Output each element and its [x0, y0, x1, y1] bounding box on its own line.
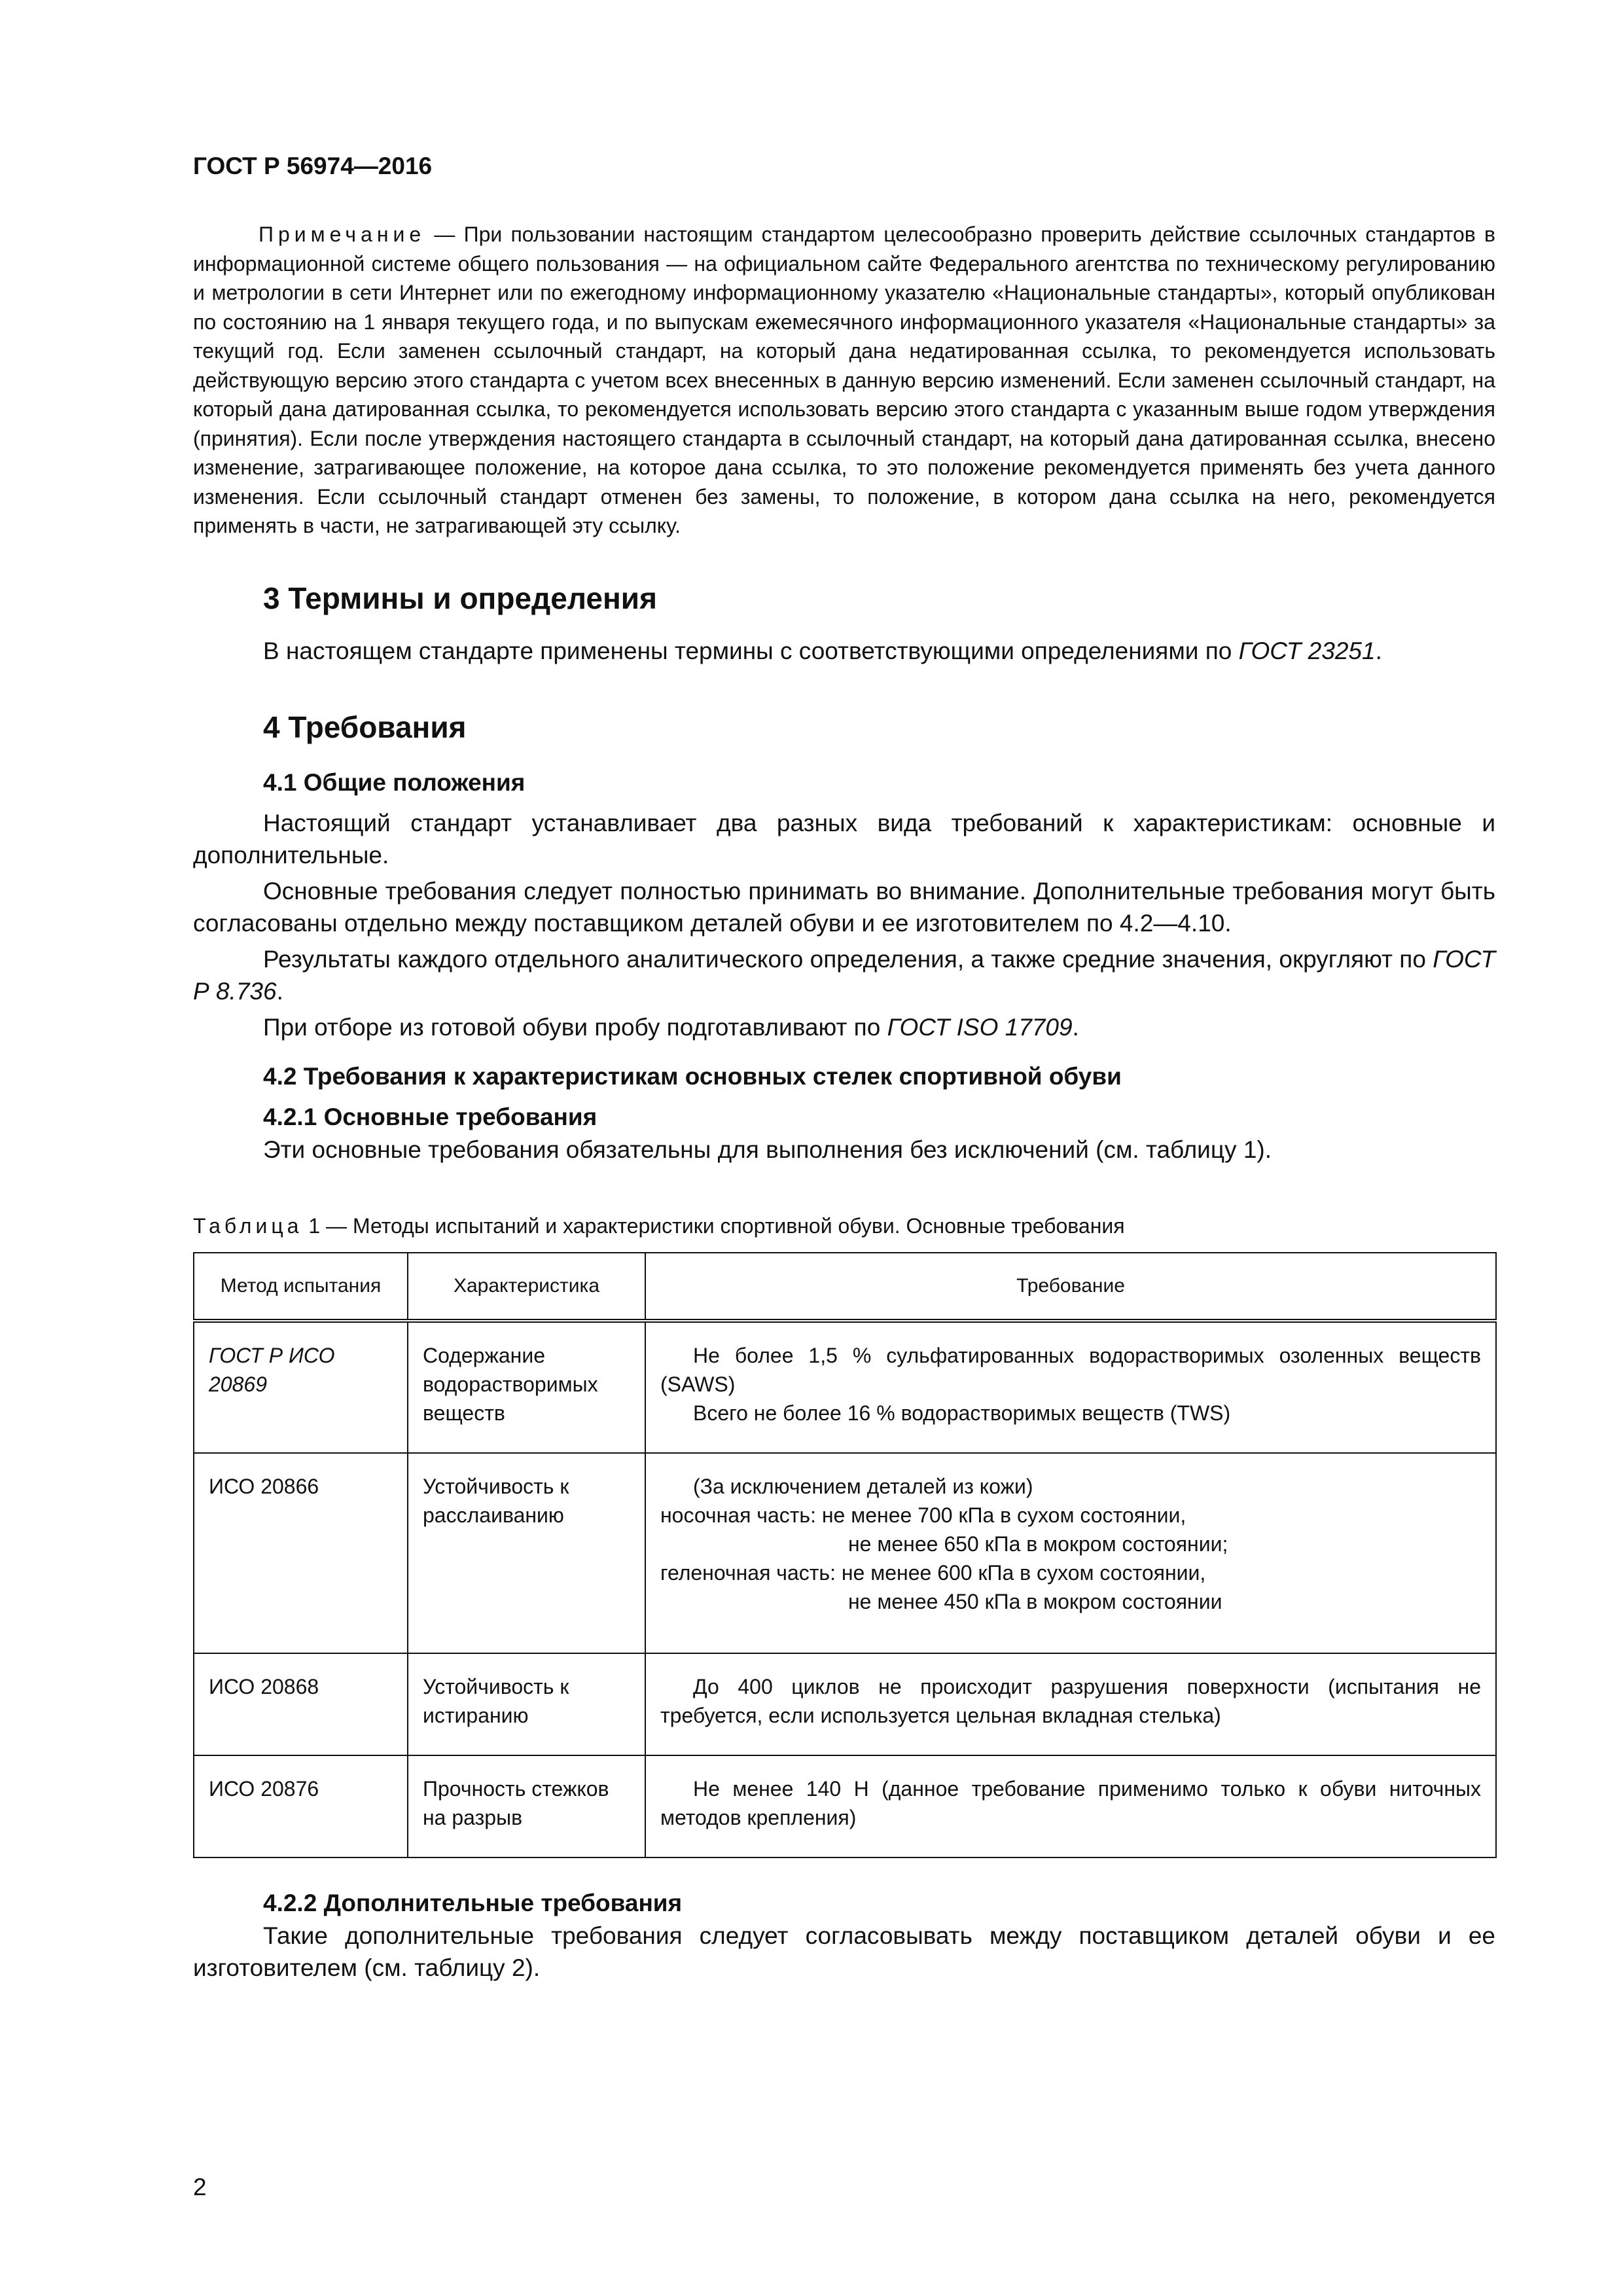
reference-note [193, 220, 1495, 541]
cell-method: ИСО 20866 [194, 1453, 408, 1653]
cell-requirement [645, 1453, 1496, 1653]
section-3-heading: 3 Термины и определения [263, 581, 657, 615]
section-4-heading: 4 Требования [263, 709, 467, 744]
section-4-1-para-3 [193, 943, 1495, 1007]
req-line: Не менее 140 Н (данное требование применимо только к обуви ниточных методов крепления) [660, 1776, 1481, 1829]
table-1-caption [193, 1211, 1495, 1240]
cell-requirement [645, 1653, 1496, 1755]
cell-method: ИСО 20876 [194, 1755, 408, 1857]
table-row [194, 1453, 1496, 1653]
section-4-1-para-2: Основные требования следует полностью принимать во внимание. Дополнительные требования могут быть согласованы отдельно между поставщиком деталей обуви и ее изготовителем по 4.2—4.10. [193, 877, 1495, 937]
req-line: носочная часть: не менее 700 кПа в сухом состоянии, [660, 1503, 1186, 1527]
para-3-ref: ГОСТ Р 8.736 [193, 945, 1495, 1005]
cell-requirement [645, 1755, 1496, 1857]
section-4-2-1-heading: 4.2.1 Основные требования [263, 1103, 597, 1130]
para-3-end: . [276, 977, 283, 1005]
method-ref: ГОСТ Р ИСО 20869 [209, 1343, 335, 1396]
section-4-1-para-4 [193, 1011, 1495, 1043]
col-header-characteristic: Характеристика [408, 1253, 645, 1321]
table-row [194, 1653, 1496, 1755]
req-line: не менее 650 кПа в мокром состоянии; [848, 1532, 1228, 1556]
req-line: геленочная часть: не менее 600 кПа в сухом состоянии, [660, 1560, 1206, 1585]
table-caption-label: Таблица [193, 1213, 303, 1238]
page-number: 2 [193, 2174, 207, 2200]
cell-method [194, 1321, 408, 1453]
col-header-method: Метод испытания [194, 1253, 408, 1321]
req-line: не менее 450 кПа в мокром состоянии [848, 1589, 1222, 1613]
cell-requirement [645, 1321, 1496, 1453]
section-3-text [193, 635, 1495, 667]
section-4-2-2-text: Такие дополнительные требования следует согласовывать между поставщиком деталей обуви и ее изготовителем (см. таблицу 2). [193, 1922, 1495, 1981]
section-4-1-para-1: Настоящий стандарт устанавливает два разных вида требований к характеристикам: основные и дополнительные. [193, 809, 1495, 869]
cell-characteristic: Содержание водорастворимых веществ [408, 1321, 645, 1453]
table-1 [193, 1252, 1497, 1858]
req-line: Не более 1,5 % сульфатированных водорастворимых озоленных веществ (SAWS) [660, 1343, 1481, 1396]
note-label: Примечание [259, 223, 426, 246]
col-header-requirement: Требование [645, 1253, 1496, 1321]
req-line: До 400 циклов не происходит разрушения поверхности (испытания не требуется, если используется цельная вкладная стелька) [660, 1674, 1481, 1727]
cell-characteristic: Прочность стежков на разрыв [408, 1755, 645, 1857]
cell-characteristic: Устойчивость к истиранию [408, 1653, 645, 1755]
table-row [194, 1321, 1496, 1453]
section-4-2-heading: 4.2 Требования к характеристикам основных стелек спортивной обуви [263, 1062, 1122, 1090]
req-line: (За исключением деталей из кожи) [693, 1474, 1033, 1498]
para-4-body: При отборе из готовой обуви пробу подготавливают по [263, 1013, 887, 1041]
cell-characteristic: Устойчивость к расслаиванию [408, 1453, 645, 1653]
req-line: Всего не более 16 % водорастворимых веществ (TWS) [693, 1401, 1231, 1425]
para-3-body: Результаты каждого отдельного аналитического определения, а также средние значения, округляют по [263, 945, 1433, 973]
section-4-2-1-text: Эти основные требования обязательны для выполнения без исключений (см. таблицу 1). [263, 1136, 1272, 1163]
table-caption-text: 1 — Методы испытаний и характеристики спортивной обуви. Основные требования [302, 1213, 1125, 1238]
cell-method: ИСО 20868 [194, 1653, 408, 1755]
document-page [193, 151, 1495, 1984]
section-3-end: . [1375, 637, 1382, 664]
para-4-ref: ГОСТ ISO 17709 [887, 1013, 1073, 1041]
table-row [194, 1755, 1496, 1857]
note-text: — При пользовании настоящим стандартом целесообразно проверить действие ссылочных стандартов в информационной системе общего пользования — на официальном сайте Федерального агентства по техническому регулированию и метрологии в сети Интернет или по ежегодному информационному указателю «Национальные стандарты», который опубликован по состоянию на 1 января текущего года, и по выпускам ежемесячного информационного указателя «Национальные стандарты» за текущий год. Если заменен ссылочный стандарт, на который дана недатированная ссылка, то рекомендуется использовать действующую версию этого стандарта с учетом всех внесенных в данную версию изменений. Если заменен ссылочный стандарт, на который дана датированная ссылка, то рекомендуется использовать версию этого стандарта с указанным выше годом утверждения (принятия). Если после утверждения настоящего стандарта в ссылочный стандарт, на который дана датированная ссылка, внесено изменение, затрагивающее положение, на которое дана ссылка, то это положение рекомендуется применять без учета данного изменения. Если ссылочный стандарт отменен без замены, то положение, в котором дана ссылка на него, рекомендуется применять в части, не затрагивающей эту ссылку. [193, 223, 1495, 537]
table-header-row [194, 1253, 1496, 1321]
section-3-ref: ГОСТ 23251 [1238, 637, 1376, 664]
document-header: ГОСТ Р 56974—2016 [193, 152, 433, 179]
section-4-1-heading: 4.1 Общие положения [263, 768, 526, 796]
para-4-end: . [1072, 1013, 1079, 1041]
section-3-body: В настоящем стандарте применены термины с соответствующими определениями по [263, 637, 1239, 664]
section-4-2-2-heading: 4.2.2 Дополнительные требования [263, 1889, 683, 1916]
